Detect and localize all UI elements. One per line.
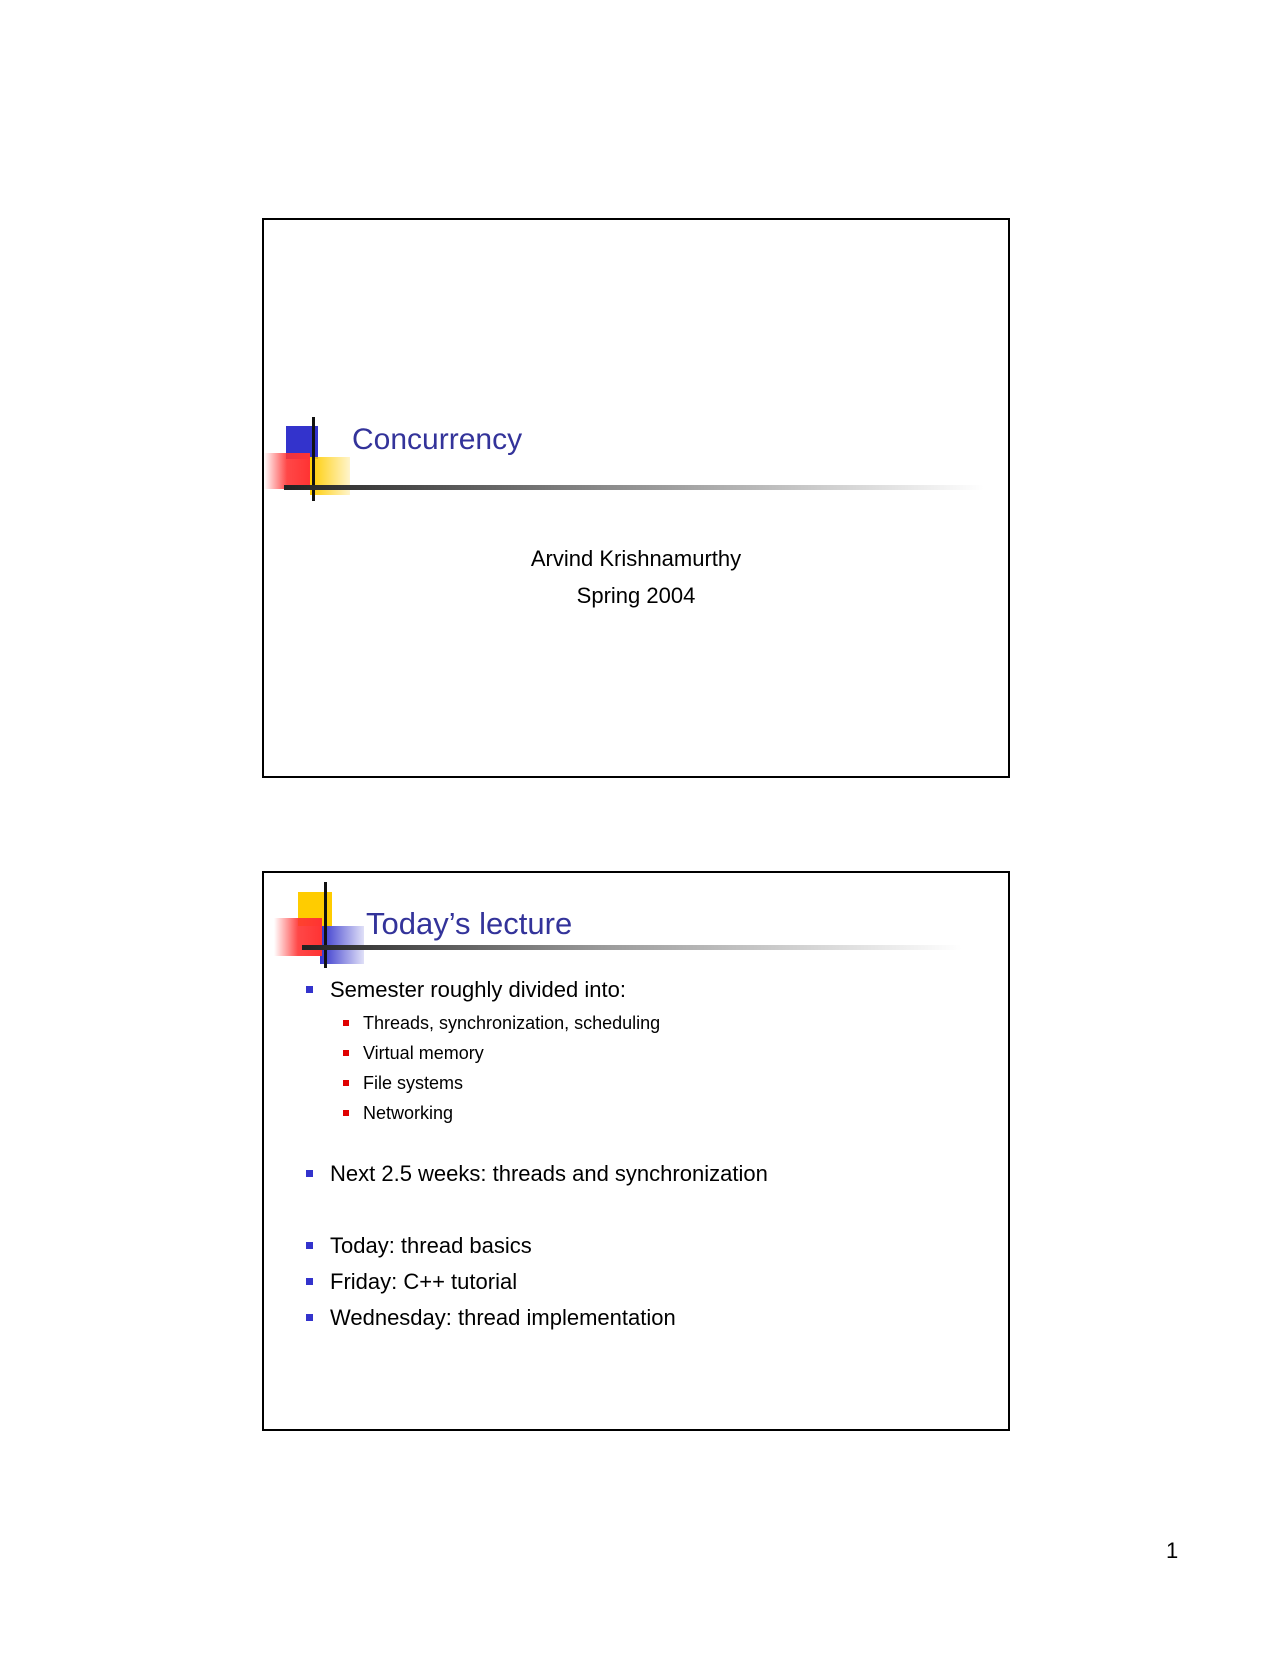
- slide-2-bullet-list: [304, 976, 984, 1332]
- slide-1: [262, 218, 1010, 778]
- sub-bullet-item: [304, 1098, 984, 1128]
- square-bullet-icon: [343, 1020, 349, 1026]
- sub-bullet-item: [304, 1038, 984, 1068]
- bullet-item: [304, 1268, 984, 1296]
- slide-2: [262, 871, 1010, 1431]
- term: Spring 2004: [576, 583, 696, 608]
- square-bullet-icon: [306, 986, 313, 993]
- sub-bullet-text: Threads, synchronization, scheduling: [363, 1013, 661, 1033]
- square-bullet-icon: [306, 1278, 313, 1285]
- square-bullet-icon: [306, 1314, 313, 1321]
- slide-2-decorative-logo-icon: [274, 882, 369, 972]
- sub-bullet-text: Networking: [363, 1103, 454, 1123]
- slide-2-title: Today’s lecture: [366, 906, 573, 941]
- bullet-text: Wednesday: thread implementation: [330, 1305, 676, 1330]
- sub-bullet-list: [304, 1008, 984, 1128]
- square-bullet-icon: [343, 1080, 349, 1086]
- slide-1-title: Concurrency: [352, 423, 523, 456]
- sub-bullet-text: File systems: [363, 1073, 464, 1093]
- square-bullet-icon: [306, 1242, 313, 1249]
- sub-bullet-item: [304, 1008, 984, 1038]
- logo-vertical-bar: [324, 882, 327, 968]
- square-bullet-icon: [306, 1170, 313, 1177]
- author-name: Arvind Krishnamurthy: [530, 546, 742, 571]
- bullet-item: [304, 976, 984, 1004]
- bullet-text: Next 2.5 weeks: threads and synchronization: [330, 1161, 768, 1186]
- bullet-item: [304, 1160, 984, 1188]
- slide-1-decorative-logo-icon: [264, 417, 354, 507]
- slide-1-title-rule: [284, 485, 984, 490]
- page-number: 1: [1166, 1538, 1179, 1563]
- bullet-text: Today: thread basics: [330, 1233, 532, 1258]
- bullet-item: [304, 1304, 984, 1332]
- slide-2-title-rule: [302, 945, 962, 950]
- slide-1-subtitle: [264, 540, 1008, 614]
- bullet-text: Friday: C++ tutorial: [330, 1269, 518, 1294]
- bullet-text: Semester roughly divided into:: [330, 977, 626, 1002]
- logo-red-block: [274, 918, 322, 956]
- square-bullet-icon: [343, 1110, 349, 1116]
- logo-red-block: [264, 453, 310, 489]
- square-bullet-icon: [343, 1050, 349, 1056]
- sub-bullet-text: Virtual memory: [363, 1043, 484, 1063]
- sub-bullet-item: [304, 1068, 984, 1098]
- bullet-item: [304, 1232, 984, 1260]
